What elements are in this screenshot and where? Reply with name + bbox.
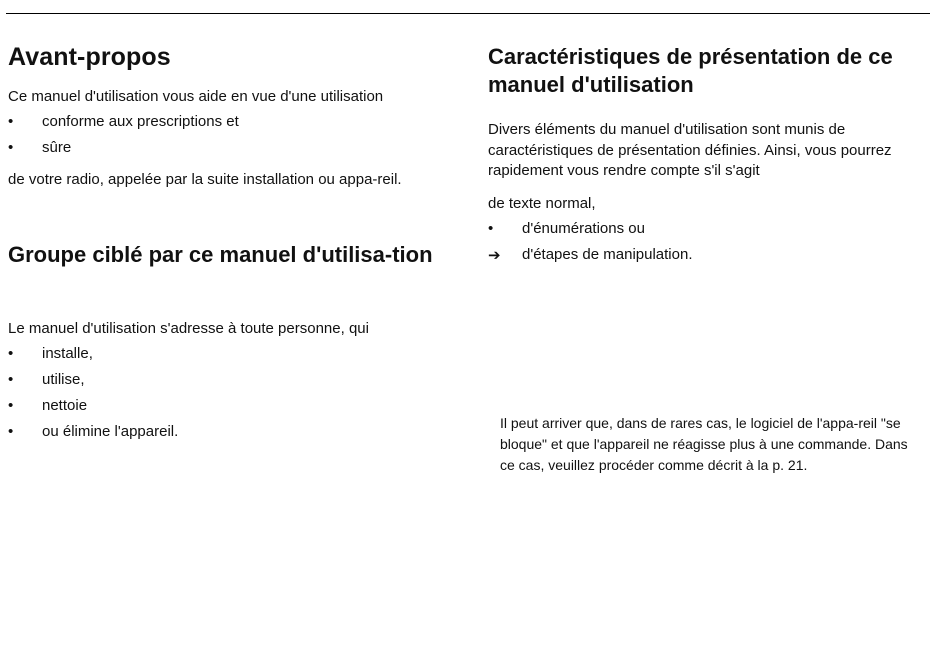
list-item-text: ou élimine l'appareil. (42, 423, 179, 440)
list-item-text: sûre (42, 139, 72, 156)
target-group-intro: Le manuel d'utilisation s'adresse à toute personne, qui (8, 320, 369, 337)
arrow-right-icon: ➔ (488, 246, 501, 264)
bullet-icon: • (8, 371, 14, 388)
features-intro: Divers éléments du manuel d'utilisation sont munis de caractéristiques de présentation définies. Ainsi, vous pourrez rapidement vous rendre compte s'il s'agit (488, 121, 892, 179)
top-rule (6, 13, 930, 14)
bullet-icon: • (8, 345, 14, 362)
bullet-icon: • (8, 423, 14, 440)
features-heading: Caractéristiques de présentation de ce manuel d'utilisation (488, 44, 893, 97)
note-text: Il peut arriver que, dans de rares cas, le logiciel de l'appa-reil "se bloque" et que l'appareil ne réagisse plus à une commande. Dans ce cas, veuillez procéder comme décrit à la p. 21. (500, 415, 908, 473)
list-item-text: d'énumérations ou (522, 220, 645, 237)
bullet-icon: • (8, 397, 14, 414)
list-item-text: conforme aux prescriptions et (42, 113, 239, 130)
foreword-heading: Avant-propos (8, 43, 171, 71)
bullet-icon: • (488, 220, 494, 237)
step-item-text: d'étapes de manipulation. (522, 246, 693, 263)
foreword-intro: Ce manuel d'utilisation vous aide en vue d'une utilisation (8, 88, 384, 105)
bullet-icon: • (8, 113, 14, 130)
list-item-text: utilise, (42, 371, 85, 388)
list-item-text: installe, (42, 345, 93, 362)
list-item-text: nettoie (42, 397, 88, 414)
bullet-icon: • (8, 139, 14, 156)
normal-text-item: de texte normal, (488, 195, 596, 212)
foreword-after: de votre radio, appelée par la suite installation ou appa-reil. (8, 171, 402, 188)
target-group-heading: Groupe ciblé par ce manuel d'utilisa-tion (8, 242, 433, 267)
